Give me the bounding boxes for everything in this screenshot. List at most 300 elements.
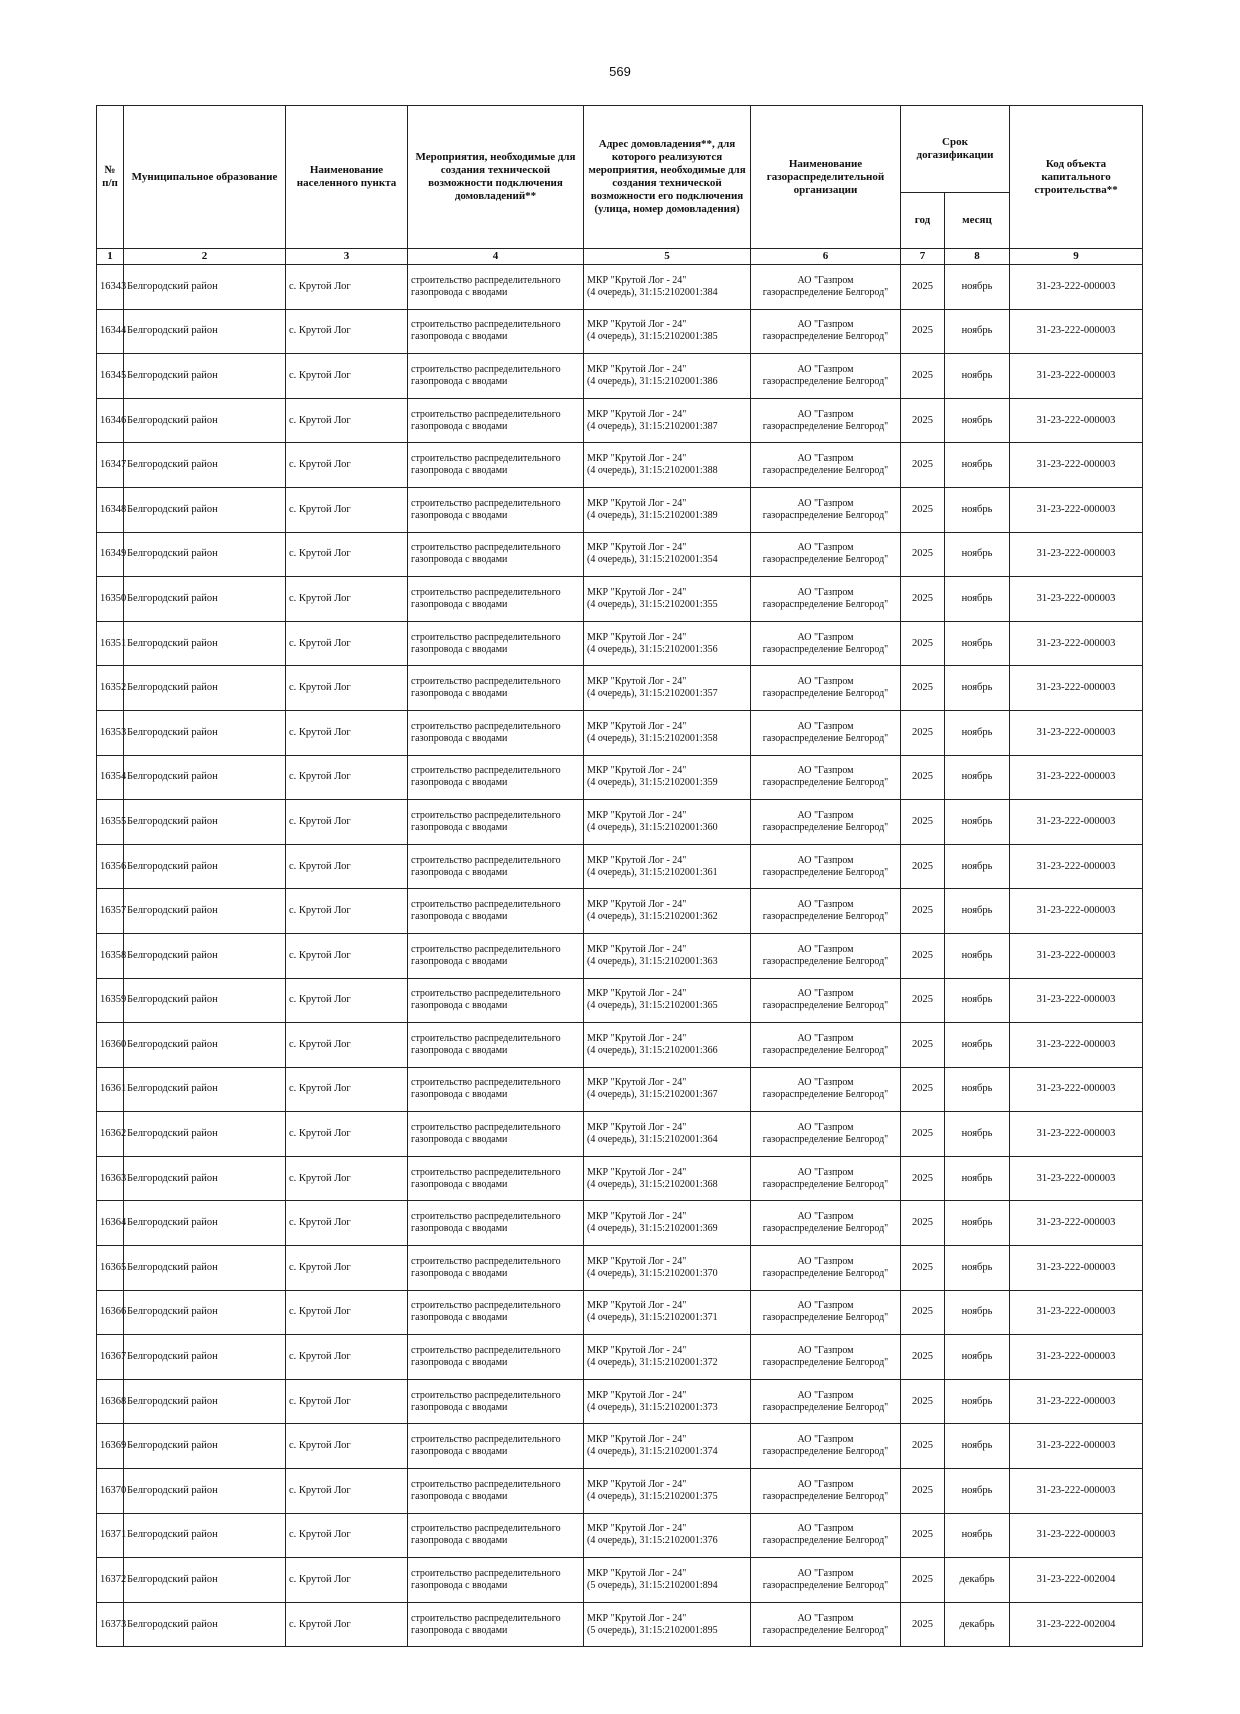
- row-year: 2025: [901, 487, 945, 532]
- row-address-line: МКР "Крутой Лог - 24": [587, 899, 687, 911]
- row-municipality: Белгородский район: [124, 1246, 286, 1291]
- row-number: 16348: [97, 487, 124, 532]
- row-number: 16350: [97, 577, 124, 622]
- row-organization-line: газораспределение Белгород": [762, 1401, 889, 1413]
- row-object-code: 31-23-222-000003: [1010, 1201, 1143, 1246]
- row-address: [584, 1513, 751, 1558]
- row-address-line: (4 очередь), 31:15:2102001:369: [587, 1223, 718, 1235]
- row-address-line: (4 очередь), 31:15:2102001:366: [587, 1044, 718, 1056]
- table-row: [97, 933, 1143, 978]
- row-organization: [751, 309, 901, 354]
- row-year: 2025: [901, 666, 945, 711]
- row-activity-line: газопровода с вводами: [411, 420, 508, 432]
- row-year: 2025: [901, 309, 945, 354]
- row-address-line: МКР "Крутой Лог - 24": [587, 720, 687, 732]
- row-object-code: 31-23-222-000003: [1010, 398, 1143, 443]
- table-row: [97, 1558, 1143, 1603]
- row-activity-line: газопровода с вводами: [411, 465, 508, 477]
- row-address-line: МКР "Крутой Лог - 24": [587, 1300, 687, 1312]
- row-month: ноябрь: [945, 309, 1010, 354]
- row-activity: [408, 1602, 584, 1647]
- row-address-line: МКР "Крутой Лог - 24": [587, 1032, 687, 1044]
- row-municipality: Белгородский район: [124, 755, 286, 800]
- row-organization-line: газораспределение Белгород": [762, 911, 889, 923]
- row-organization-line: АО "Газпром: [797, 1523, 854, 1535]
- row-municipality: Белгородский район: [124, 1558, 286, 1603]
- row-activity-line: строительство распределительного: [411, 586, 561, 598]
- table-row: [97, 978, 1143, 1023]
- row-number: 16373: [97, 1602, 124, 1647]
- row-activity-line: газопровода с вводами: [411, 688, 508, 700]
- row-address: [584, 844, 751, 889]
- row-settlement: с. Крутой Лог: [286, 889, 408, 934]
- row-address-line: (4 очередь), 31:15:2102001:356: [587, 643, 718, 655]
- row-organization-line: газораспределение Белгород": [762, 688, 889, 700]
- row-address: [584, 1067, 751, 1112]
- col-number: 7: [901, 249, 945, 265]
- row-organization: [751, 1112, 901, 1157]
- row-month: ноябрь: [945, 1246, 1010, 1291]
- row-activity: [408, 265, 584, 310]
- row-object-code: 31-23-222-000003: [1010, 978, 1143, 1023]
- row-month: ноябрь: [945, 710, 1010, 755]
- row-activity-line: газопровода с вводами: [411, 1401, 508, 1413]
- row-month: ноябрь: [945, 889, 1010, 934]
- table-row: [97, 398, 1143, 443]
- row-organization: [751, 1558, 901, 1603]
- row-organization: [751, 532, 901, 577]
- row-settlement: с. Крутой Лог: [286, 1201, 408, 1246]
- row-settlement: с. Крутой Лог: [286, 844, 408, 889]
- row-number: 16361: [97, 1067, 124, 1112]
- row-settlement: с. Крутой Лог: [286, 577, 408, 622]
- row-organization-line: АО "Газпром: [797, 1211, 854, 1223]
- row-activity-line: газопровода с вводами: [411, 1267, 508, 1279]
- row-address-line: (4 очередь), 31:15:2102001:384: [587, 286, 718, 298]
- row-municipality: Белгородский район: [124, 354, 286, 399]
- row-organization-line: АО "Газпром: [797, 988, 854, 1000]
- row-municipality: Белгородский район: [124, 1112, 286, 1157]
- row-settlement: с. Крутой Лог: [286, 1558, 408, 1603]
- row-organization-line: АО "Газпром: [797, 1300, 854, 1312]
- row-activity: [408, 443, 584, 488]
- row-organization-line: газораспределение Белгород": [762, 331, 889, 343]
- row-address: [584, 1424, 751, 1469]
- row-number: 16372: [97, 1558, 124, 1603]
- row-month: ноябрь: [945, 933, 1010, 978]
- row-activity-line: газопровода с вводами: [411, 1223, 508, 1235]
- row-municipality: Белгородский район: [124, 1602, 286, 1647]
- row-address-line: МКР "Крутой Лог - 24": [587, 1389, 687, 1401]
- row-year: 2025: [901, 1424, 945, 1469]
- row-address-line: МКР "Крутой Лог - 24": [587, 408, 687, 420]
- row-address-line: (5 очередь), 31:15:2102001:894: [587, 1580, 718, 1592]
- row-activity-line: строительство распределительного: [411, 1434, 561, 1446]
- row-organization: [751, 755, 901, 800]
- header-municipality: Муниципальное образование: [124, 106, 286, 249]
- row-year: 2025: [901, 1023, 945, 1068]
- row-address-line: МКР "Крутой Лог - 24": [587, 497, 687, 509]
- row-activity-line: газопровода с вводами: [411, 1134, 508, 1146]
- col-number: 8: [945, 249, 1010, 265]
- row-activity-line: газопровода с вводами: [411, 1312, 508, 1324]
- row-activity-line: строительство распределительного: [411, 1032, 561, 1044]
- row-activity-line: строительство распределительного: [411, 1389, 561, 1401]
- row-month: ноябрь: [945, 1023, 1010, 1068]
- row-address: [584, 755, 751, 800]
- header-address: Адрес домовладения**, для которого реализуются мероприятия, необходимые для создания технической возможности его подключения (улица, номер домовладения): [584, 106, 751, 249]
- row-address-line: МКР "Крутой Лог - 24": [587, 586, 687, 598]
- row-address: [584, 666, 751, 711]
- row-municipality: Белгородский район: [124, 487, 286, 532]
- row-object-code: 31-23-222-000003: [1010, 1023, 1143, 1068]
- row-organization-line: газораспределение Белгород": [762, 1134, 889, 1146]
- row-address-line: (4 очередь), 31:15:2102001:359: [587, 777, 718, 789]
- row-address-line: МКР "Крутой Лог - 24": [587, 274, 687, 286]
- row-address-line: МКР "Крутой Лог - 24": [587, 1345, 687, 1357]
- row-address: [584, 309, 751, 354]
- row-organization-line: газораспределение Белгород": [762, 1490, 889, 1502]
- table-row: [97, 1246, 1143, 1291]
- row-address-line: (4 очередь), 31:15:2102001:355: [587, 598, 718, 610]
- row-organization-line: АО "Газпром: [797, 1568, 854, 1580]
- row-address-line: МКР "Крутой Лог - 24": [587, 542, 687, 554]
- row-address: [584, 443, 751, 488]
- row-organization: [751, 1246, 901, 1291]
- row-activity-line: строительство распределительного: [411, 542, 561, 554]
- row-address-line: (4 очередь), 31:15:2102001:364: [587, 1134, 718, 1146]
- row-organization: [751, 577, 901, 622]
- row-organization-line: АО "Газпром: [797, 1478, 854, 1490]
- row-object-code: 31-23-222-000003: [1010, 532, 1143, 577]
- row-organization: [751, 1602, 901, 1647]
- row-municipality: Белгородский район: [124, 1469, 286, 1514]
- row-address: [584, 1290, 751, 1335]
- row-address-line: (4 очередь), 31:15:2102001:360: [587, 821, 718, 833]
- row-number: 16345: [97, 354, 124, 399]
- row-month: ноябрь: [945, 800, 1010, 845]
- row-settlement: с. Крутой Лог: [286, 354, 408, 399]
- row-object-code: 31-23-222-000003: [1010, 1335, 1143, 1380]
- row-address: [584, 1469, 751, 1514]
- row-activity-line: газопровода с вводами: [411, 554, 508, 566]
- row-activity-line: газопровода с вводами: [411, 1044, 508, 1056]
- row-activity-line: строительство распределительного: [411, 408, 561, 420]
- row-settlement: с. Крутой Лог: [286, 1290, 408, 1335]
- row-number: 16360: [97, 1023, 124, 1068]
- row-address-line: (4 очередь), 31:15:2102001:357: [587, 688, 718, 700]
- row-organization-line: газораспределение Белгород": [762, 1000, 889, 1012]
- row-address: [584, 265, 751, 310]
- row-settlement: с. Крутой Лог: [286, 755, 408, 800]
- row-activity: [408, 1558, 584, 1603]
- row-object-code: 31-23-222-000003: [1010, 1424, 1143, 1469]
- row-number: 16368: [97, 1379, 124, 1424]
- row-object-code: 31-23-222-000003: [1010, 309, 1143, 354]
- row-address-line: МКР "Крутой Лог - 24": [587, 363, 687, 375]
- row-activity: [408, 1469, 584, 1514]
- row-year: 2025: [901, 1513, 945, 1558]
- row-address: [584, 710, 751, 755]
- row-number: 16370: [97, 1469, 124, 1514]
- row-settlement: с. Крутой Лог: [286, 1379, 408, 1424]
- row-address: [584, 1602, 751, 1647]
- row-activity-line: строительство распределительного: [411, 319, 561, 331]
- row-municipality: Белгородский район: [124, 398, 286, 443]
- row-year: 2025: [901, 1156, 945, 1201]
- row-address-line: (4 очередь), 31:15:2102001:361: [587, 866, 718, 878]
- row-number: 16363: [97, 1156, 124, 1201]
- row-address: [584, 800, 751, 845]
- row-municipality: Белгородский район: [124, 1067, 286, 1112]
- row-address-line: МКР "Крутой Лог - 24": [587, 1166, 687, 1178]
- row-year: 2025: [901, 577, 945, 622]
- table-row: [97, 1469, 1143, 1514]
- row-month: декабрь: [945, 1558, 1010, 1603]
- row-organization-line: газораспределение Белгород": [762, 1624, 889, 1636]
- row-organization: [751, 978, 901, 1023]
- row-month: ноябрь: [945, 1424, 1010, 1469]
- row-activity-line: газопровода с вводами: [411, 1446, 508, 1458]
- row-month: ноябрь: [945, 978, 1010, 1023]
- table-row: [97, 1023, 1143, 1068]
- row-municipality: Белгородский район: [124, 532, 286, 577]
- row-object-code: 31-23-222-002004: [1010, 1602, 1143, 1647]
- row-year: 2025: [901, 398, 945, 443]
- row-number: 16367: [97, 1335, 124, 1380]
- row-activity-line: газопровода с вводами: [411, 821, 508, 833]
- row-organization: [751, 889, 901, 934]
- row-number: 16366: [97, 1290, 124, 1335]
- row-settlement: с. Крутой Лог: [286, 487, 408, 532]
- row-activity-line: газопровода с вводами: [411, 777, 508, 789]
- row-object-code: 31-23-222-000003: [1010, 755, 1143, 800]
- row-activity-line: строительство распределительного: [411, 1523, 561, 1535]
- row-organization-line: газораспределение Белгород": [762, 509, 889, 521]
- row-address-line: МКР "Крутой Лог - 24": [587, 1612, 687, 1624]
- row-organization: [751, 398, 901, 443]
- row-activity: [408, 354, 584, 399]
- row-object-code: 31-23-222-000003: [1010, 1379, 1143, 1424]
- row-month: ноябрь: [945, 265, 1010, 310]
- row-settlement: с. Крутой Лог: [286, 710, 408, 755]
- row-address-line: (4 очередь), 31:15:2102001:373: [587, 1401, 718, 1413]
- header-month: месяц: [945, 193, 1010, 249]
- row-activity-line: строительство распределительного: [411, 854, 561, 866]
- row-organization-line: газораспределение Белгород": [762, 1223, 889, 1235]
- row-activity: [408, 800, 584, 845]
- row-number: 16349: [97, 532, 124, 577]
- row-month: ноябрь: [945, 1290, 1010, 1335]
- row-activity-line: газопровода с вводами: [411, 866, 508, 878]
- row-object-code: 31-23-222-000003: [1010, 265, 1143, 310]
- row-activity-line: газопровода с вводами: [411, 1178, 508, 1190]
- row-organization-line: АО "Газпром: [797, 542, 854, 554]
- row-activity-line: газопровода с вводами: [411, 1000, 508, 1012]
- row-organization-line: газораспределение Белгород": [762, 1446, 889, 1458]
- row-number: 16351: [97, 621, 124, 666]
- row-address: [584, 532, 751, 577]
- row-month: декабрь: [945, 1602, 1010, 1647]
- row-address-line: (4 очередь), 31:15:2102001:389: [587, 509, 718, 521]
- table-row: [97, 265, 1143, 310]
- row-address: [584, 978, 751, 1023]
- row-object-code: 31-23-222-000003: [1010, 666, 1143, 711]
- row-activity-line: строительство распределительного: [411, 1122, 561, 1134]
- row-organization: [751, 1469, 901, 1514]
- row-activity-line: газопровода с вводами: [411, 911, 508, 923]
- row-settlement: с. Крутой Лог: [286, 1112, 408, 1157]
- row-address: [584, 1023, 751, 1068]
- header-code: Код объекта капитального строительства**: [1010, 106, 1143, 249]
- table-row: [97, 354, 1143, 399]
- row-address-line: МКР "Крутой Лог - 24": [587, 1478, 687, 1490]
- table-row: [97, 800, 1143, 845]
- row-year: 2025: [901, 844, 945, 889]
- row-activity: [408, 978, 584, 1023]
- row-year: 2025: [901, 1335, 945, 1380]
- row-organization-line: АО "Газпром: [797, 1389, 854, 1401]
- page-number: 569: [609, 64, 631, 79]
- row-address-line: (4 очередь), 31:15:2102001:376: [587, 1535, 718, 1547]
- row-year: 2025: [901, 889, 945, 934]
- row-activity-line: газопровода с вводами: [411, 375, 508, 387]
- row-activity: [408, 1112, 584, 1157]
- row-object-code: 31-23-222-000003: [1010, 577, 1143, 622]
- row-activity-line: газопровода с вводами: [411, 955, 508, 967]
- row-organization-line: АО "Газпром: [797, 1434, 854, 1446]
- row-settlement: с. Крутой Лог: [286, 443, 408, 488]
- row-year: 2025: [901, 1112, 945, 1157]
- row-object-code: 31-23-222-000003: [1010, 800, 1143, 845]
- row-municipality: Белгородский район: [124, 666, 286, 711]
- row-activity-line: газопровода с вводами: [411, 331, 508, 343]
- row-settlement: с. Крутой Лог: [286, 265, 408, 310]
- row-organization-line: АО "Газпром: [797, 1032, 854, 1044]
- row-month: ноябрь: [945, 1112, 1010, 1157]
- row-municipality: Белгородский район: [124, 710, 286, 755]
- table-row: [97, 755, 1143, 800]
- row-activity: [408, 710, 584, 755]
- row-address: [584, 1201, 751, 1246]
- row-organization: [751, 1201, 901, 1246]
- table-row: [97, 889, 1143, 934]
- col-number: 2: [124, 249, 286, 265]
- row-number: 16359: [97, 978, 124, 1023]
- table-row: [97, 487, 1143, 532]
- row-month: ноябрь: [945, 532, 1010, 577]
- row-activity: [408, 889, 584, 934]
- row-activity: [408, 844, 584, 889]
- row-organization-line: газораспределение Белгород": [762, 777, 889, 789]
- row-address-line: МКР "Крутой Лог - 24": [587, 1568, 687, 1580]
- row-number: 16344: [97, 309, 124, 354]
- row-organization-line: АО "Газпром: [797, 1077, 854, 1089]
- row-address-line: МКР "Крутой Лог - 24": [587, 1255, 687, 1267]
- row-organization-line: газораспределение Белгород": [762, 1580, 889, 1592]
- row-organization: [751, 354, 901, 399]
- row-year: 2025: [901, 710, 945, 755]
- row-organization: [751, 1513, 901, 1558]
- row-activity-line: строительство распределительного: [411, 899, 561, 911]
- row-address-line: МКР "Крутой Лог - 24": [587, 854, 687, 866]
- row-organization: [751, 710, 901, 755]
- row-year: 2025: [901, 443, 945, 488]
- table-row: [97, 1602, 1143, 1647]
- row-organization-line: АО "Газпром: [797, 765, 854, 777]
- row-year: 2025: [901, 978, 945, 1023]
- row-activity-line: строительство распределительного: [411, 1166, 561, 1178]
- row-activity-line: строительство распределительного: [411, 720, 561, 732]
- row-activity: [408, 1290, 584, 1335]
- row-organization-line: АО "Газпром: [797, 631, 854, 643]
- row-organization-line: АО "Газпром: [797, 1122, 854, 1134]
- row-month: ноябрь: [945, 1335, 1010, 1380]
- row-municipality: Белгородский район: [124, 309, 286, 354]
- row-organization-line: АО "Газпром: [797, 319, 854, 331]
- row-object-code: 31-23-222-002004: [1010, 1558, 1143, 1603]
- column-number-row: [97, 249, 1143, 265]
- row-activity-line: газопровода с вводами: [411, 1580, 508, 1592]
- row-settlement: с. Крутой Лог: [286, 666, 408, 711]
- table-row: [97, 710, 1143, 755]
- row-year: 2025: [901, 1246, 945, 1291]
- row-address: [584, 1558, 751, 1603]
- row-organization-line: газораспределение Белгород": [762, 821, 889, 833]
- row-object-code: 31-23-222-000003: [1010, 1067, 1143, 1112]
- row-activity: [408, 532, 584, 577]
- header-org: Наименование газораспределительной организации: [751, 106, 901, 249]
- row-municipality: Белгородский район: [124, 1379, 286, 1424]
- row-year: 2025: [901, 1201, 945, 1246]
- row-organization: [751, 933, 901, 978]
- row-year: 2025: [901, 800, 945, 845]
- row-activity-line: строительство распределительного: [411, 1077, 561, 1089]
- row-activity-line: строительство распределительного: [411, 363, 561, 375]
- row-address-line: МКР "Крутой Лог - 24": [587, 1434, 687, 1446]
- table-row: [97, 1513, 1143, 1558]
- row-activity-line: строительство распределительного: [411, 497, 561, 509]
- row-activity-line: строительство распределительного: [411, 1612, 561, 1624]
- row-organization: [751, 443, 901, 488]
- row-municipality: Белгородский район: [124, 978, 286, 1023]
- row-organization-line: АО "Газпром: [797, 1612, 854, 1624]
- row-municipality: Белгородский район: [124, 443, 286, 488]
- row-address-line: (4 очередь), 31:15:2102001:362: [587, 911, 718, 923]
- row-activity-line: газопровода с вводами: [411, 1357, 508, 1369]
- row-municipality: Белгородский район: [124, 1513, 286, 1558]
- row-activity: [408, 1067, 584, 1112]
- row-object-code: 31-23-222-000003: [1010, 1156, 1143, 1201]
- row-address-line: (4 очередь), 31:15:2102001:354: [587, 554, 718, 566]
- row-activity: [408, 1513, 584, 1558]
- row-organization-line: газораспределение Белгород": [762, 1357, 889, 1369]
- row-organization-line: АО "Газпром: [797, 1166, 854, 1178]
- row-activity: [408, 621, 584, 666]
- table-row: [97, 1156, 1143, 1201]
- row-activity-line: газопровода с вводами: [411, 643, 508, 655]
- row-activity-line: газопровода с вводами: [411, 1535, 508, 1547]
- row-number: 16369: [97, 1424, 124, 1469]
- row-number: 16357: [97, 889, 124, 934]
- row-municipality: Белгородский район: [124, 1290, 286, 1335]
- row-address-line: МКР "Крутой Лог - 24": [587, 988, 687, 1000]
- row-activity-line: газопровода с вводами: [411, 1624, 508, 1636]
- row-organization-line: АО "Газпром: [797, 408, 854, 420]
- row-organization-line: газораспределение Белгород": [762, 1089, 889, 1101]
- row-year: 2025: [901, 933, 945, 978]
- header-term: Срок догазификации: [901, 106, 1010, 193]
